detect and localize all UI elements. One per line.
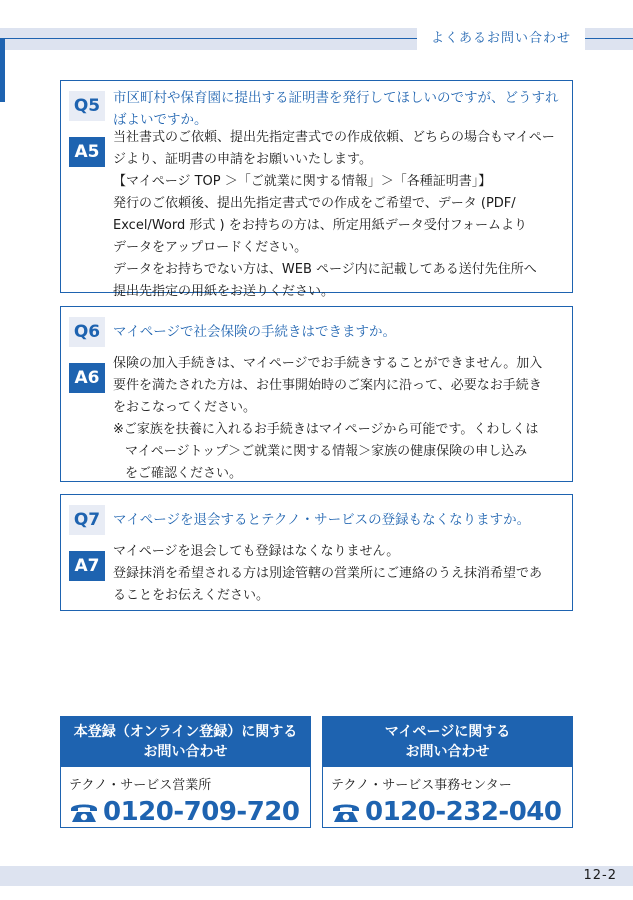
qa-item-q6 <box>60 306 573 482</box>
question-text <box>113 87 562 131</box>
phone-number[interactable]: 0120-232-040 <box>365 797 562 827</box>
contact-phone-row <box>331 797 572 827</box>
contact-heading <box>323 717 572 767</box>
contact-card-registration <box>60 716 311 828</box>
answer-line: ジより、証明書の申請をお願いいたします。 <box>113 152 372 167</box>
question-line: マイページを退会するとテクノ・サービスの登録もなくなりますか。 <box>113 512 531 528</box>
answer-line: 発行のご依頼後、提出先指定書式での作成をご希望で、データ (PDF/ <box>113 196 516 211</box>
answer-line: Excel/Word 形式 ) をお持ちの方は、所定用紙データ受付フォームより <box>113 218 528 233</box>
answer-line: 当社書式のご依頼、提出先指定書式での作成依頼、どちらの場合もマイペー <box>113 130 555 145</box>
phone-number[interactable]: 0120-709-720 <box>103 797 300 827</box>
question-line: ばよいですか。 <box>113 112 208 128</box>
contact-heading-line: マイページに関する <box>384 724 511 740</box>
contact-phone-row <box>69 797 310 827</box>
answer-text <box>113 541 562 607</box>
answer-line: 保険の加入手続きは、マイページでお手続きすることができません。加入 <box>113 356 543 371</box>
answer-text <box>113 127 562 303</box>
answer-badge: A6 <box>69 363 105 393</box>
section-title: よくあるお問い合わせ <box>417 28 585 50</box>
contact-card-mypage <box>322 716 573 828</box>
answer-line: データをアップロードください。 <box>113 240 308 255</box>
footer-band <box>0 866 633 886</box>
answer-line: データをお持ちでない方は、WEB ページ内に記載してある送付先住所へ <box>113 262 537 277</box>
answer-line: マイページを退会しても登録はなくなりません。 <box>113 544 400 559</box>
question-badge: Q5 <box>69 91 105 121</box>
answer-line: 提出先指定の用紙をお送りください。 <box>113 284 335 299</box>
phone-icon <box>69 800 99 824</box>
question-line: マイページで社会保険の手続きはできますか。 <box>113 324 396 340</box>
answer-line: マイページトップ＞ご就業に関する情報＞家族の健康保険の申し込み <box>125 444 528 459</box>
question-text <box>113 509 562 531</box>
contact-org: テクノ・サービス事務センター <box>331 778 512 793</box>
question-line: 市区町村や保育園に提出する証明書を発行してほしいのですが、どうすれ <box>113 90 559 106</box>
phone-icon <box>331 800 361 824</box>
answer-line: 【マイページ TOP ＞「ご就業に関する情報」＞「各種証明書」】 <box>113 174 492 189</box>
answer-text <box>113 353 562 485</box>
contact-heading-line: お問い合わせ <box>143 744 228 760</box>
qa-item-q7 <box>60 494 573 611</box>
qa-item-q5 <box>60 80 573 299</box>
question-badge: Q6 <box>69 317 105 347</box>
answer-line: 登録抹消を希望される方は別途管轄の営業所にご連絡のうえ抹消希望であ <box>113 566 543 581</box>
contact-org: テクノ・サービス営業所 <box>69 778 212 793</box>
answer-line: をご確認ください。 <box>125 466 243 481</box>
question-badge: Q7 <box>69 505 105 535</box>
question-text <box>113 321 562 343</box>
answer-line: 要件を満たされた方は、お仕事開始時のご案内に沿って、必要なお手続き <box>113 378 542 393</box>
answer-line: をおこなってください。 <box>113 400 257 415</box>
answer-line: ※ご家族を扶養に入れるお手続きはマイページから可能です。くわしくは <box>113 422 539 437</box>
contact-heading <box>61 717 310 767</box>
answer-line: ることをお伝えください。 <box>113 588 270 603</box>
answer-badge: A5 <box>69 137 105 167</box>
contact-heading-line: 本登録（オンライン登録）に関する <box>73 724 298 740</box>
contact-heading-line: お問い合わせ <box>405 744 490 760</box>
page-number: 12-2 <box>569 866 633 886</box>
answer-badge: A7 <box>69 551 105 581</box>
section-tab-marker <box>0 38 5 102</box>
